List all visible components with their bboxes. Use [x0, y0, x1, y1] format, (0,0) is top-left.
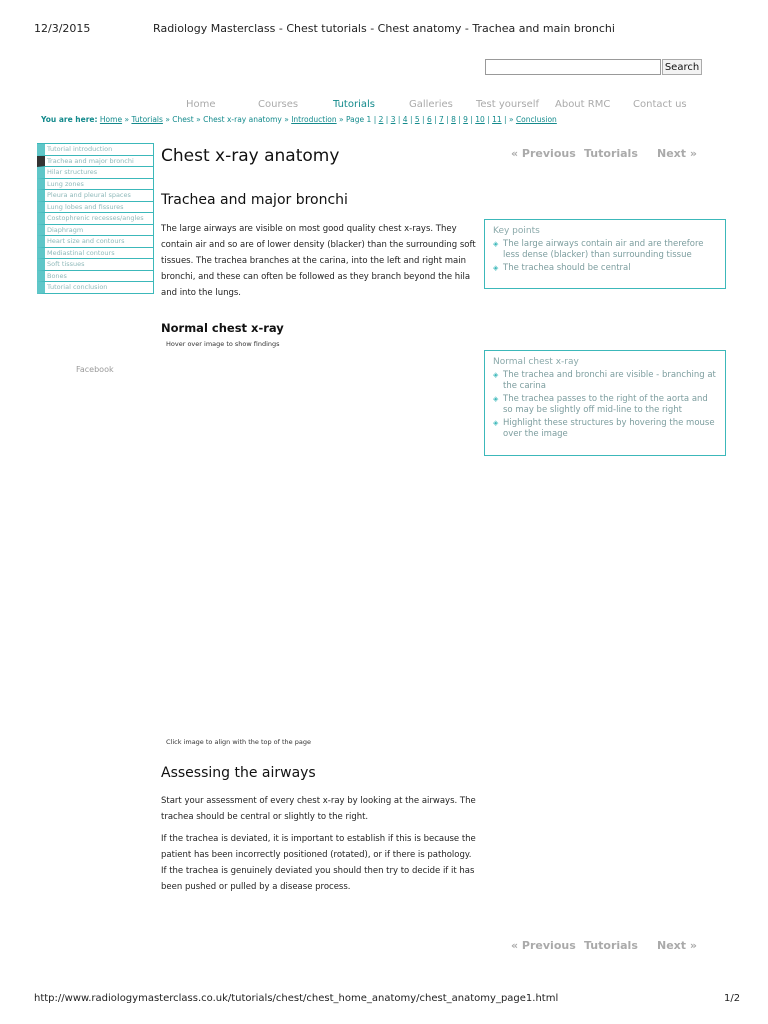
print-title: Radiology Masterclass - Chest tutorials - Chest anatomy - Trachea and main bronchi [153, 22, 615, 35]
click-hint: Click image to align with the top of the page [166, 738, 311, 746]
next-link-bottom[interactable]: Next » [657, 939, 697, 952]
section-text-airways-2: If the trachea is deviated, it is important to establish if this is because the patient has been incorrectly positioned (rotated), or if there is pathology. If the trachea is genuinely deviated you should then try to decide if it has been pushed or pulled by a disease process. [161, 834, 476, 892]
tutorials-link[interactable]: Tutorials [584, 147, 638, 160]
page-title: Chest x-ray anatomy [161, 146, 340, 166]
sidebar-item-lung-zones[interactable]: Lung zones [37, 179, 154, 191]
breadcrumb-current-page: Page 1 [346, 115, 372, 124]
print-url: http://www.radiologymasterclass.co.uk/tutorials/chest/chest_home_anatomy/chest_anatomy_page1.html [34, 993, 559, 1004]
breadcrumb-page-link[interactable]: 11 [492, 115, 502, 124]
section-text-trachea: The large airways are visible on most good quality chest x-rays. They contain air and so are of lower density (blacker) than the surrounding soft tissues. The trachea branches at the carina, into the left and right main bronchi, and these can often be followed as they branch beyond the hila and into the lungs. [161, 224, 476, 298]
sidebar-item-soft-tissues[interactable]: Soft tissues [37, 259, 154, 271]
sidebar-item-pleura[interactable]: Pleura and pleural spaces [37, 190, 154, 202]
nav-about[interactable]: About RMC [555, 99, 611, 110]
sidebar-item-conclusion[interactable]: Tutorial conclusion [37, 282, 154, 294]
previous-link-bottom[interactable]: « Previous [511, 939, 576, 952]
section-heading-airways: Assessing the airways [161, 765, 316, 781]
sidebar-item-costophrenic[interactable]: Costophrenic recesses/angles [37, 213, 154, 225]
normal-xray-item: ◈ Highlight these structures by hovering the mouse over the image [493, 418, 715, 439]
breadcrumb-page-link[interactable]: 5 [414, 115, 420, 124]
bullet-icon: ◈ [493, 419, 499, 427]
nav-tutorials[interactable]: Tutorials [333, 99, 375, 110]
search-button[interactable]: Search [662, 59, 702, 75]
nav-galleries[interactable]: Galleries [409, 99, 453, 110]
breadcrumb-page-link[interactable]: 9 [463, 115, 468, 124]
breadcrumb-page-link[interactable]: 3 [390, 115, 396, 124]
sidebar-item-trachea[interactable]: Trachea and major bronchi [37, 156, 154, 168]
print-date: 12/3/2015 [34, 22, 91, 35]
normal-xray-box [484, 350, 726, 456]
bullet-icon: ◈ [493, 395, 499, 403]
bullet-icon: ◈ [493, 264, 499, 272]
section-heading-trachea: Trachea and major bronchi [161, 192, 348, 208]
print-page-number: 1/2 [724, 993, 741, 1004]
xray-image-area[interactable] [161, 352, 479, 732]
bullet-icon: ◈ [493, 240, 499, 248]
breadcrumb-page-link[interactable]: 8 [451, 115, 456, 124]
breadcrumb-home[interactable]: Home [99, 115, 123, 124]
normal-xray-item: ◈ The trachea passes to the right of the aorta and so may be slightly off mid-line to the right [493, 394, 708, 415]
tutorial-sidebar [37, 143, 154, 294]
facebook-link[interactable]: Facebook [76, 365, 114, 374]
bullet-icon: ◈ [493, 371, 499, 379]
breadcrumb-page-link[interactable]: 7 [439, 115, 444, 124]
hover-hint: Hover over image to show findings [166, 340, 280, 348]
key-point-item: ◈ The large airways contain air and are therefore less dense (blacker) than surrounding tissue [493, 239, 704, 260]
nav-test-yourself[interactable]: Test yourself [476, 99, 540, 110]
sidebar-item-introduction[interactable]: Tutorial introduction [37, 144, 154, 156]
breadcrumb-chest-xray[interactable]: Chest x-ray anatomy [203, 115, 282, 124]
sidebar-item-mediastinal[interactable]: Mediastinal contours [37, 248, 154, 260]
breadcrumb-page-link[interactable]: 6 [426, 115, 432, 124]
breadcrumb: You are here: Home » Tutorials » Chest » Chest x-ray anatomy » Introduction » Page 1 | 2 | 3 | 4 | 5 | 6 | 7 | 8 | 9 | 10 | 11 | » Conclusion [41, 115, 557, 124]
sidebar-item-hilar[interactable]: Hilar structures [37, 167, 154, 179]
nav-home[interactable]: Home [186, 99, 216, 110]
section-text-airways-1: Start your assessment of every chest x-ray by looking at the airways. The trachea should be central or slightly to the right. [161, 796, 476, 822]
nav-courses[interactable]: Courses [258, 99, 299, 110]
sidebar-item-diaphragm[interactable]: Diaphragm [37, 225, 154, 237]
breadcrumb-tutorials[interactable]: Tutorials [131, 115, 163, 124]
nav-contact[interactable]: Contact us [633, 99, 687, 110]
breadcrumb-conclusion[interactable]: Conclusion [515, 115, 557, 124]
key-point-item: ◈ The trachea should be central [493, 263, 631, 273]
sidebar-item-lobes[interactable]: Lung lobes and fissures [37, 202, 154, 214]
breadcrumb-page-link[interactable]: 4 [402, 115, 408, 124]
normal-xray-item: ◈ The trachea and bronchi are visible - branching at the carina [493, 370, 716, 391]
image-heading: Normal chest x-ray [161, 321, 284, 335]
previous-link[interactable]: « Previous [511, 147, 576, 160]
breadcrumb-chest[interactable]: Chest [172, 115, 194, 124]
search-input[interactable] [485, 59, 661, 75]
breadcrumb-page-link[interactable]: 10 [475, 115, 485, 124]
next-link[interactable]: Next » [657, 147, 697, 160]
breadcrumb-label: You are here: [41, 115, 98, 124]
sidebar-item-bones[interactable]: Bones [37, 271, 154, 283]
breadcrumb-introduction[interactable]: Introduction [291, 115, 337, 124]
key-points-title: Key points [493, 226, 540, 236]
breadcrumb-page-link[interactable]: 2 [378, 115, 384, 124]
normal-xray-title: Normal chest x-ray [493, 357, 579, 367]
tutorials-link-bottom[interactable]: Tutorials [584, 939, 638, 952]
key-points-box [484, 219, 726, 289]
sidebar-item-heart[interactable]: Heart size and contours [37, 236, 154, 248]
